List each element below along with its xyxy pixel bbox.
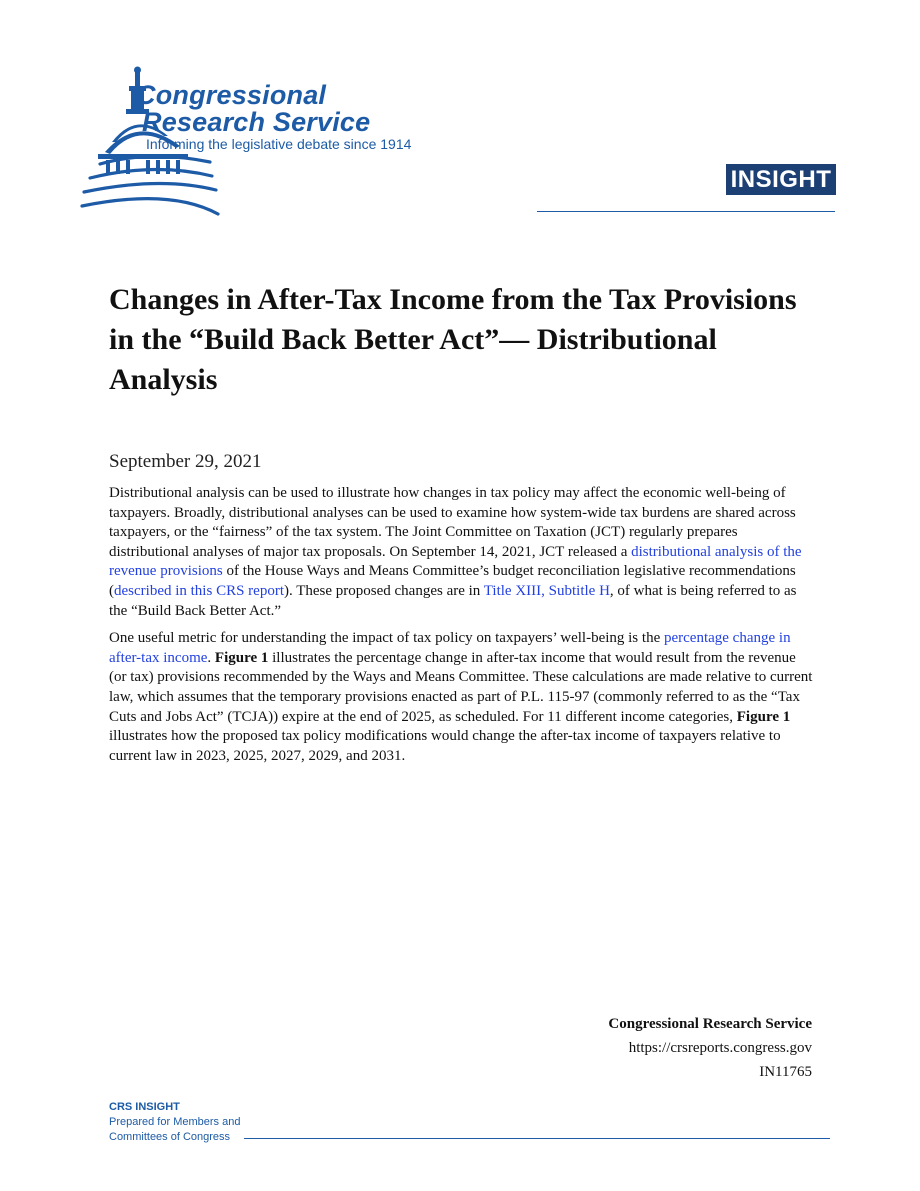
article-body [109, 484, 817, 774]
figure-1-ref: Figure 1 [214, 649, 269, 666]
page-title: Changes in After-Tax Income from the Tax Provisions in the “Build Back Better Act”— Distributional Analysis [109, 283, 797, 396]
p2-text-2: . [207, 649, 215, 666]
link-percentage-change[interactable]: percentage change in after-tax income [109, 630, 791, 666]
link-crs-report[interactable]: described in this CRS report [114, 582, 284, 599]
link-title-xiii[interactable]: Title XIII, Subtitle H [483, 582, 610, 599]
crs-wordmark [136, 82, 370, 136]
footer-url[interactable]: https://crsreports.congress.gov [628, 1040, 812, 1056]
publication-date: September 29, 2021 [109, 451, 262, 472]
link-distributional-analysis[interactable]: distributional analysis of the revenue provisions [109, 543, 802, 580]
paragraph-2 [109, 629, 817, 766]
footer-left-line1: Prepared for Members and [109, 1116, 241, 1128]
crs-wordmark-line1: Congressional [136, 80, 327, 110]
p1-text-3: ). These proposed changes are in [283, 582, 484, 599]
footer-rule [244, 1138, 830, 1139]
p1-text-2: of the House Ways and Means Committee’s budget reconciliation legislative recommendations ( [109, 563, 796, 599]
p1-text-4: , of what is being referred to as the “Build Back Better Act.” [109, 582, 797, 619]
footer-info [608, 1012, 812, 1084]
p1-text-1: Distributional analysis can be used to illustrate how changes in tax policy may affect the economic well-being of taxpayers. Broadly, distributional analyses can be used to examine how system-wide tax burdens are shared across taxpayers, or the “fairness” of the tax system. The Joint Committee on Taxation (JCT) regularly prepares distributional analyses of major tax proposals. On September 14, 2021, JCT released a [109, 485, 796, 560]
insight-badge: INSIGHT [726, 164, 836, 195]
footer-org: Congressional Research Service [608, 1016, 812, 1032]
figure-1-ref-2: Figure 1 [736, 708, 791, 725]
crs-wordmark-line2: Research Service [142, 107, 371, 137]
footer-left-line2: Committees of Congress [109, 1131, 231, 1143]
footer-crs-insight [109, 1100, 240, 1145]
p2-text-1: One useful metric for understanding the impact of tax policy on taxpayers’ well-being is the [109, 630, 664, 647]
footer-left-title: CRS INSIGHT [109, 1101, 180, 1113]
paragraph-1 [109, 484, 817, 621]
crs-tagline: Informing the legislative debate since 1914 [146, 136, 412, 152]
header-rule [537, 211, 835, 212]
report-id: IN11765 [759, 1064, 812, 1080]
p2-text-4: illustrates how the proposed tax policy modifications would change the after-tax income of taxpayers relative to current law in 2023, 2025, 2027, 2029, and 2031. [109, 728, 781, 764]
p2-text-3: illustrates the percentage change in after-tax income that would result from the revenue (or tax) provisions recommended by the Ways and Means Committee. These calculations are made relative to current law, which assumes that the temporary provisions enacted as part of P.L. 115-97 (commonly referred to as the “Tax Cuts and Jobs Act” (TCJA)) expire at the end of 2025, as scheduled. For 11 different income categories, [109, 649, 813, 725]
